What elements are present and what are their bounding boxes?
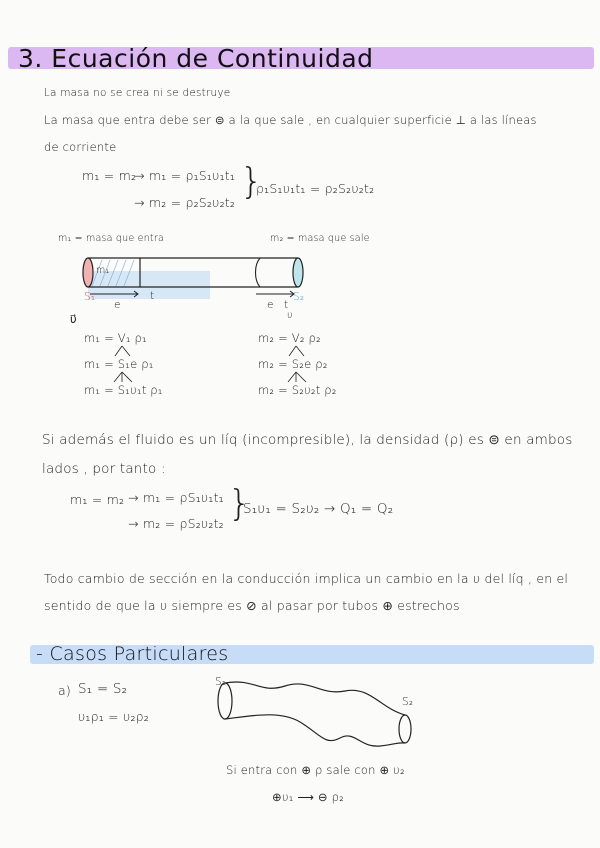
- intro-line-2: La masa que entra debe ser ⊜ a la que sale , en cualquier superficie ⊥ a las líneas: [44, 113, 537, 127]
- intro-line-3: de corriente: [44, 140, 117, 154]
- pipe-s2-label: S₂: [402, 696, 414, 708]
- tube-e-left: e: [114, 299, 121, 311]
- deriv-right-branches: [284, 344, 324, 384]
- tube-e-right: e: [267, 299, 274, 311]
- cases-title: - Casos Particulares: [36, 643, 229, 665]
- incompressible-line-1: Si además el fluido es un líq (incompresible), la densidad (ρ) es ⊜ en ambos: [42, 432, 573, 448]
- eq2-row-1: → m₁ = ρS₁υ₁t₁: [128, 490, 224, 505]
- eq1-row-1: → m₁ = ρ₁S₁υ₁t₁: [134, 168, 236, 183]
- tube-t-left: t: [150, 290, 155, 302]
- intro-line-1: La masa no se crea ni se destruye: [44, 87, 231, 99]
- eq2-result: S₁υ₁ = S₂υ₂ → Q₁ = Q₂: [243, 501, 394, 517]
- case-note-2: ⊕υ₁ ⟶ ⊖ ρ₂: [272, 790, 344, 804]
- eq2-row-2: → m₂ = ρS₂υ₂t₂: [128, 516, 224, 531]
- tube-s2-label: S₂: [293, 291, 305, 303]
- eq1-result: ρ₁S₁υ₁t₁ = ρ₂S₂υ₂t₂: [256, 181, 375, 196]
- mass-in-label: m₁ = masa que entra: [58, 233, 164, 244]
- eq2-brace: }: [228, 483, 252, 524]
- change-line-2: sentido de que la υ siempre es ⊘ al pasar por tubos ⊕ estrechos: [44, 598, 460, 613]
- tube-s1-label: S₁: [84, 291, 96, 303]
- incompressible-line-2: lados , por tanto :: [42, 461, 166, 477]
- case-a-eq-2: υ₁ρ₁ = υ₂ρ₂: [78, 709, 149, 724]
- pipe-s1-label: S₁: [215, 676, 227, 688]
- eq1-brace: }: [240, 161, 264, 202]
- section-title: 3. Ecuación de Continuidad: [18, 44, 374, 73]
- eq1-row-2: → m₂ = ρ₂S₂υ₂t₂: [134, 195, 236, 210]
- tube-t-right: t: [284, 299, 289, 311]
- deriv-left-1: m₁ = V₁ ρ₁: [84, 331, 147, 345]
- mass-out-label: m₂ = masa que sale: [270, 233, 370, 244]
- eq1-mass-equality: m₁ = m₂: [82, 168, 137, 183]
- tube-m1-inside: m₁: [96, 265, 110, 276]
- tube-v-right: υ: [287, 310, 293, 321]
- irregular-pipe: [210, 676, 420, 756]
- deriv-right-3: m₂ = S₂υ₂t ρ₂: [258, 383, 337, 397]
- case-note-1: Si entra con ⊕ ρ sale con ⊕ υ₂: [226, 763, 405, 777]
- deriv-left-branches: [110, 344, 150, 384]
- deriv-left-2: m₁ = S₁e ρ₁: [84, 357, 154, 371]
- velocity-vector: υ⃗: [70, 312, 77, 326]
- case-a-label: a): [58, 683, 71, 698]
- eq2-mass-equality: m₁ = m₂: [70, 492, 125, 507]
- deriv-left-3: m₁ = S₁υ₁t ρ₁: [84, 383, 163, 397]
- change-line-1: Todo cambio de sección en la conducción implica un cambio en la υ del líq , en el: [44, 571, 569, 586]
- case-a-eq-1: S₁ = S₂: [78, 681, 128, 697]
- deriv-right-1: m₂ = V₂ ρ₂: [258, 331, 321, 345]
- deriv-right-2: m₂ = S₂e ρ₂: [258, 357, 328, 371]
